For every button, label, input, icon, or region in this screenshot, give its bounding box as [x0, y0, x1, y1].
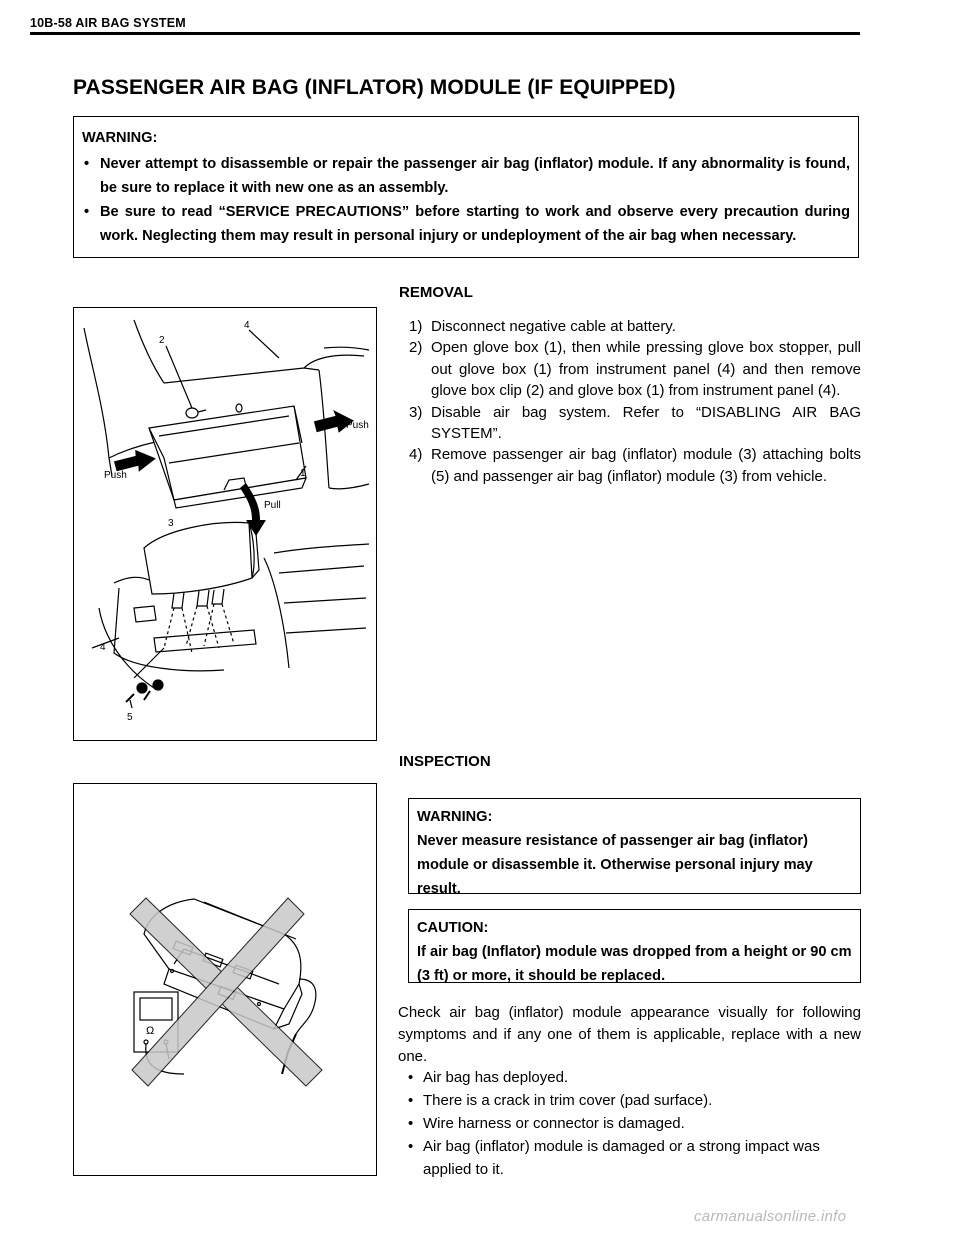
inspection-paragraph: Check air bag (inflator) module appearance visually for following symptoms and if any one of them is applicable, replace with a new one.: [398, 1004, 861, 1065]
removal-step: [399, 402, 861, 445]
page-title: PASSENGER AIR BAG (INFLATOR) MODULE (IF EQUIPPED): [73, 76, 676, 99]
symptom-item: • Air bag has deployed.: [407, 1066, 861, 1089]
callout-3: 3: [168, 518, 174, 529]
removal-steps: [399, 316, 861, 487]
removal-heading: REMOVAL: [399, 284, 473, 301]
caution-heading: CAUTION:: [417, 920, 489, 936]
callout-4-top: 4: [244, 320, 250, 331]
inspection-figure: [73, 783, 377, 1176]
symptom-list: [407, 1066, 861, 1181]
callout-1: 1: [300, 468, 306, 479]
symptom-item: • Air bag (inflator) module is damaged or a strong impact was applied to it.: [407, 1135, 861, 1181]
removal-step: [399, 337, 861, 401]
callout-push-left: Push: [104, 470, 127, 481]
callout-push-right: Push: [346, 420, 369, 431]
symptom-item: • Wire harness or connector is damaged.: [407, 1112, 861, 1135]
do-not-measure-illustration: [74, 784, 376, 1175]
warning-heading: WARNING:: [417, 809, 493, 825]
step-text: Open glove box (1), then while pressing glove box stopper, pull out glove box (1) from instrument panel (4) and then remove glove box clip (2) and glove box (1) from instrument panel (4).: [431, 339, 861, 400]
step-number: 2): [409, 339, 423, 357]
ohm-symbol: Ω: [146, 1025, 155, 1037]
inspection-warning-box: [408, 798, 861, 897]
caution-text: If air bag (Inflator) module was dropped from a height or 90 cm (3 ft) or more, it should be replaced.: [417, 944, 852, 984]
step-text: Remove passenger air bag (inflator) module (3) attaching bolts (5) and passenger air bag (inflator) module (3) from vehicle.: [431, 446, 861, 485]
inspection-caution-box: [408, 909, 861, 983]
warning-heading: WARNING:: [82, 130, 158, 146]
removal-figure: [73, 307, 377, 741]
glove-box-removal-illustration: [74, 308, 376, 740]
removal-step: [399, 316, 861, 337]
page-header: 10B-58 AIR BAG SYSTEM: [30, 16, 186, 30]
callout-4-bottom: 4: [100, 642, 106, 653]
inspection-heading: INSPECTION: [399, 753, 491, 770]
watermark: carmanualsonline.info: [694, 1208, 847, 1225]
step-text: Disconnect negative cable at battery.: [431, 318, 676, 335]
header-rule: [30, 32, 860, 35]
removal-step: [399, 444, 861, 487]
top-warning-box: [73, 116, 859, 258]
symptom-item: • There is a crack in trim cover (pad surface).: [407, 1089, 861, 1112]
warning-list: [82, 152, 850, 248]
warning-text: Never measure resistance of passenger air bag (inflator) module or disassemble it. Otherwise personal injury may result.: [417, 833, 813, 897]
step-number: 3): [409, 403, 423, 421]
callout-pull: Pull: [264, 500, 281, 511]
warning-item: • Never attempt to disassemble or repair the passenger air bag (inflator) module. If any abnormality is found, be sure to replace it with new one as an assembly.: [82, 152, 850, 200]
warning-item: • Be sure to read “SERVICE PRECAUTIONS” before starting to work and observe every precaution during work. Neglecting them may result in personal injury or undeployment of the air bag when necessary.: [82, 200, 850, 248]
callout-2: 2: [159, 335, 165, 346]
step-text: Disable air bag system. Refer to “DISABLING AIR BAG SYSTEM”.: [431, 403, 861, 443]
step-number: 1): [409, 318, 423, 335]
step-number: 4): [409, 446, 423, 464]
callout-5: 5: [127, 712, 133, 723]
